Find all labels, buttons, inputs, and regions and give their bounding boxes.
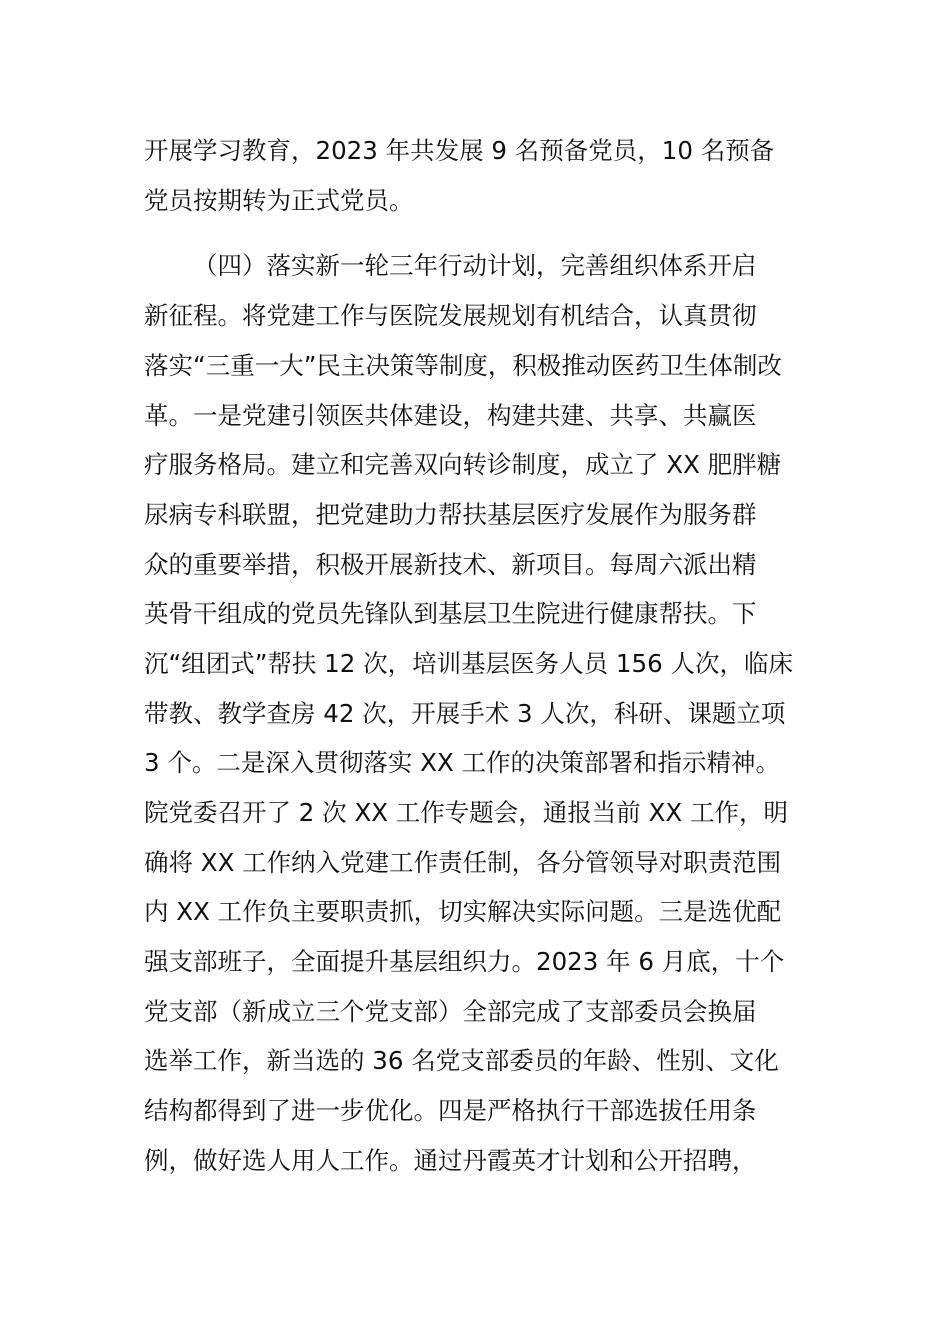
text-line: 尿病专科联盟，把党建助力帮扶基层医疗发展作为服务群 [144,500,757,529]
text-line: 疗服务格局。建立和完善双向转诊制度，成立了 XX 肥胖糖 [144,450,782,479]
text-line: 开展学习教育，2023 年共发展 9 名预备党员，10 名预备 [144,136,775,165]
text-line: 落实“三重一大”民主决策等制度，积极推动医药卫生体制改 [144,351,782,380]
text-line: 结构都得到了进一步优化。四是严格执行干部选拔任用条 [144,1096,757,1125]
text-line: 选举工作，新当选的 36 名党支部委员的年龄、性别、文化 [144,1046,779,1075]
section-heading-line: （四）落实新一轮三年行动计划，完善组织体系开启 [193,251,757,280]
text-line: 英骨干组成的党员先锋队到基层卫生院进行健康帮扶。下 [144,599,757,628]
text-line: 党支部（新成立三个党支部）全部完成了支部委员会换届 [144,997,757,1026]
text-line: 强支部班子，全面提升基层组织力。2023 年 6 月底，十个 [144,947,785,976]
text-line: 带教、教学查房 42 次，开展手术 3 人次，科研、课题立项 [144,699,786,728]
text-line: 革。一是党建引领医共体建设，构建共建、共享、共赢医 [144,401,757,430]
text-line: 沉“组团式”帮扶 12 次，培训基层医务人员 156 人次，临床 [144,649,793,678]
text-line: 众的重要举措，积极开展新技术、新项目。每周六派出精 [144,550,757,579]
text-line: 确将 XX 工作纳入党建工作责任制，各分管领导对职责范围 [144,848,782,877]
text-line: 新征程。将党建工作与医院发展规划有机结合，认真贯彻 [144,301,757,330]
text-line: 3 个。二是深入贯彻落实 XX 工作的决策部署和指示精神。 [144,748,781,777]
text-line: 例，做好选人用人工作。通过丹霞英才计划和公开招聘， [144,1146,757,1175]
text-line: 党员按期转为正式党员。 [144,186,414,215]
text-line: 院党委召开了 2 次 XX 工作专题会，通报当前 XX 工作，明 [144,798,788,827]
text-line: 内 XX 工作负主要职责抓，切实解决实际问题。三是选优配 [144,897,782,926]
